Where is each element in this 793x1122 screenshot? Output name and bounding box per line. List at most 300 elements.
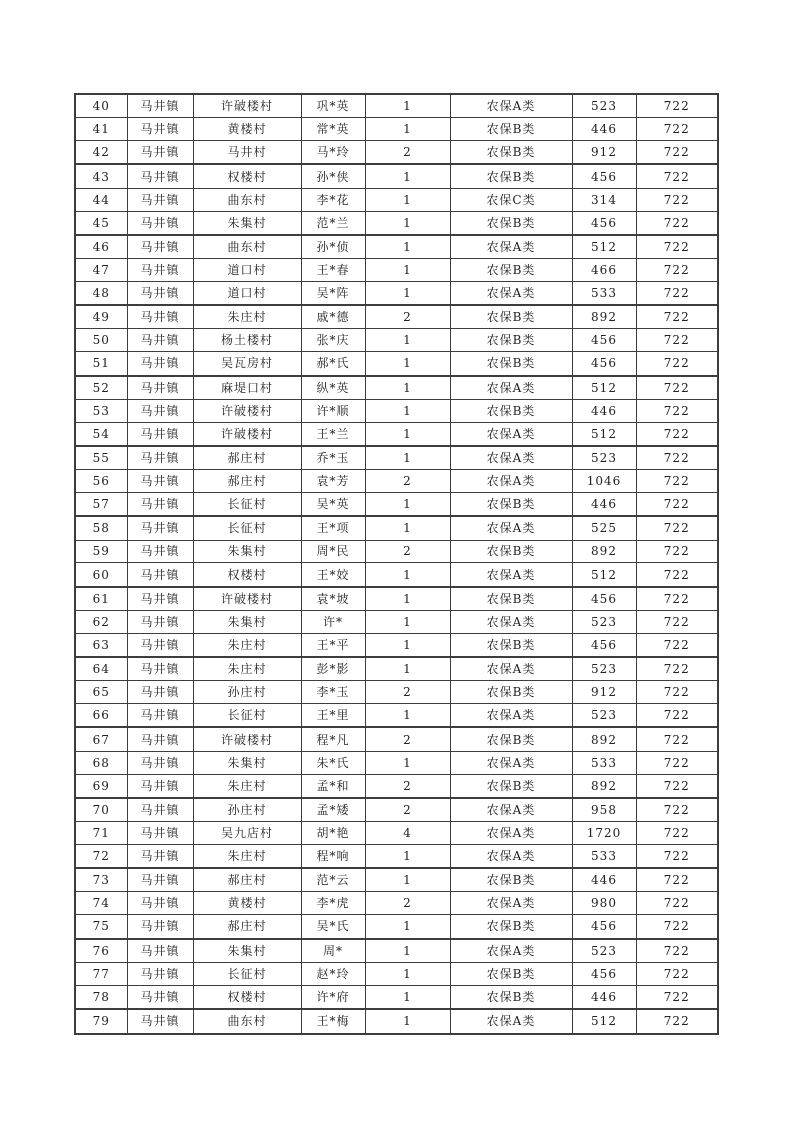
cell-amount: 523 xyxy=(572,704,636,728)
cell-category: 农保B类 xyxy=(450,352,572,376)
cell-standard: 722 xyxy=(636,329,718,352)
cell-name: 李*虎 xyxy=(301,892,365,915)
cell-index: 51 xyxy=(75,352,127,376)
cell-index: 58 xyxy=(75,516,127,540)
cell-village: 长征村 xyxy=(193,704,301,728)
table-row xyxy=(75,422,718,446)
cell-index: 74 xyxy=(75,892,127,915)
cell-amount: 466 xyxy=(572,259,636,282)
cell-standard: 722 xyxy=(636,540,718,563)
cell-category: 农保B类 xyxy=(450,540,572,563)
cell-town: 马井镇 xyxy=(127,610,193,633)
cell-amount: 533 xyxy=(572,844,636,868)
cell-amount: 525 xyxy=(572,516,636,540)
cell-index: 66 xyxy=(75,704,127,728)
table-row xyxy=(75,704,718,728)
cell-village: 朱集村 xyxy=(193,540,301,563)
table-row xyxy=(75,164,718,188)
cell-index: 68 xyxy=(75,751,127,774)
cell-standard: 722 xyxy=(636,610,718,633)
table-row xyxy=(75,844,718,868)
cell-category: 农保A类 xyxy=(450,470,572,493)
cell-town: 马井镇 xyxy=(127,281,193,305)
cell-standard: 722 xyxy=(636,376,718,400)
cell-amount: 523 xyxy=(572,657,636,681)
cell-index: 61 xyxy=(75,587,127,611)
cell-persons: 1 xyxy=(365,587,450,611)
cell-name: 孟*矮 xyxy=(301,798,365,822)
cell-category: 农保B类 xyxy=(450,915,572,939)
cell-category: 农保A类 xyxy=(450,939,572,963)
cell-name: 王*里 xyxy=(301,704,365,728)
cell-village: 吴九店村 xyxy=(193,822,301,845)
cell-town: 马井镇 xyxy=(127,915,193,939)
cell-amount: 523 xyxy=(572,94,636,118)
cell-index: 56 xyxy=(75,470,127,493)
cell-name: 巩*英 xyxy=(301,94,365,118)
cell-village: 麻堤口村 xyxy=(193,376,301,400)
cell-name: 王*梅 xyxy=(301,1009,365,1034)
table-row xyxy=(75,915,718,939)
cell-amount: 892 xyxy=(572,305,636,329)
cell-index: 47 xyxy=(75,259,127,282)
cell-standard: 722 xyxy=(636,516,718,540)
cell-town: 马井镇 xyxy=(127,774,193,798)
cell-index: 40 xyxy=(75,94,127,118)
cell-village: 郝庄村 xyxy=(193,915,301,939)
table-row xyxy=(75,188,718,211)
cell-category: 农保B类 xyxy=(450,985,572,1009)
cell-name: 许*顺 xyxy=(301,399,365,422)
cell-name: 王*春 xyxy=(301,259,365,282)
cell-village: 黄楼村 xyxy=(193,892,301,915)
cell-name: 王*项 xyxy=(301,516,365,540)
cell-persons: 2 xyxy=(365,540,450,563)
cell-village: 朱庄村 xyxy=(193,657,301,681)
cell-standard: 722 xyxy=(636,985,718,1009)
cell-town: 马井镇 xyxy=(127,470,193,493)
cell-village: 许破楼村 xyxy=(193,727,301,751)
cell-town: 马井镇 xyxy=(127,844,193,868)
cell-persons: 1 xyxy=(365,164,450,188)
cell-index: 49 xyxy=(75,305,127,329)
cell-amount: 892 xyxy=(572,727,636,751)
table-row xyxy=(75,281,718,305)
cell-category: 农保B类 xyxy=(450,681,572,704)
cell-category: 农保A类 xyxy=(450,94,572,118)
cell-persons: 1 xyxy=(365,211,450,235)
cell-index: 60 xyxy=(75,563,127,587)
table-row xyxy=(75,587,718,611)
cell-category: 农保B类 xyxy=(450,305,572,329)
cell-index: 53 xyxy=(75,399,127,422)
cell-amount: 892 xyxy=(572,774,636,798)
cell-name: 范*兰 xyxy=(301,211,365,235)
cell-index: 72 xyxy=(75,844,127,868)
cell-persons: 2 xyxy=(365,774,450,798)
table-row xyxy=(75,470,718,493)
cell-category: 农保B类 xyxy=(450,774,572,798)
cell-town: 马井镇 xyxy=(127,516,193,540)
cell-name: 李*花 xyxy=(301,188,365,211)
cell-persons: 1 xyxy=(365,516,450,540)
cell-category: 农保A类 xyxy=(450,376,572,400)
cell-standard: 722 xyxy=(636,868,718,892)
cell-town: 马井镇 xyxy=(127,446,193,470)
cell-amount: 446 xyxy=(572,118,636,141)
cell-standard: 722 xyxy=(636,470,718,493)
cell-standard: 722 xyxy=(636,774,718,798)
cell-standard: 722 xyxy=(636,1009,718,1034)
cell-category: 农保B类 xyxy=(450,118,572,141)
table-body xyxy=(75,94,718,1034)
cell-index: 62 xyxy=(75,610,127,633)
cell-category: 农保B类 xyxy=(450,164,572,188)
cell-category: 农保A类 xyxy=(450,704,572,728)
cell-category: 农保A类 xyxy=(450,1009,572,1034)
cell-standard: 722 xyxy=(636,751,718,774)
cell-persons: 1 xyxy=(365,493,450,517)
cell-village: 许破楼村 xyxy=(193,422,301,446)
cell-standard: 722 xyxy=(636,141,718,165)
cell-village: 孙庄村 xyxy=(193,798,301,822)
cell-village: 郝庄村 xyxy=(193,868,301,892)
cell-index: 55 xyxy=(75,446,127,470)
table-row xyxy=(75,1009,718,1034)
table-row xyxy=(75,681,718,704)
cell-town: 马井镇 xyxy=(127,1009,193,1034)
cell-index: 54 xyxy=(75,422,127,446)
cell-standard: 722 xyxy=(636,281,718,305)
cell-standard: 722 xyxy=(636,727,718,751)
cell-category: 农保B类 xyxy=(450,493,572,517)
cell-persons: 1 xyxy=(365,633,450,657)
cell-category: 农保B类 xyxy=(450,259,572,282)
cell-village: 朱集村 xyxy=(193,939,301,963)
cell-town: 马井镇 xyxy=(127,704,193,728)
cell-category: 农保B类 xyxy=(450,727,572,751)
cell-town: 马井镇 xyxy=(127,985,193,1009)
cell-amount: 1046 xyxy=(572,470,636,493)
table-row xyxy=(75,774,718,798)
table-row xyxy=(75,446,718,470)
table-row xyxy=(75,305,718,329)
cell-persons: 1 xyxy=(365,376,450,400)
cell-amount: 456 xyxy=(572,329,636,352)
cell-standard: 722 xyxy=(636,399,718,422)
cell-standard: 722 xyxy=(636,962,718,985)
cell-persons: 1 xyxy=(365,399,450,422)
beneficiary-table xyxy=(74,93,719,1035)
cell-category: 农保A类 xyxy=(450,844,572,868)
cell-persons: 1 xyxy=(365,1009,450,1034)
cell-index: 43 xyxy=(75,164,127,188)
cell-category: 农保B类 xyxy=(450,329,572,352)
cell-amount: 456 xyxy=(572,211,636,235)
cell-index: 50 xyxy=(75,329,127,352)
cell-amount: 446 xyxy=(572,493,636,517)
cell-amount: 446 xyxy=(572,985,636,1009)
cell-village: 吴瓦房村 xyxy=(193,352,301,376)
cell-standard: 722 xyxy=(636,633,718,657)
cell-persons: 1 xyxy=(365,751,450,774)
cell-persons: 2 xyxy=(365,798,450,822)
cell-village: 道口村 xyxy=(193,281,301,305)
table-row xyxy=(75,751,718,774)
cell-standard: 722 xyxy=(636,657,718,681)
cell-category: 农保A类 xyxy=(450,657,572,681)
cell-amount: 512 xyxy=(572,235,636,259)
cell-index: 42 xyxy=(75,141,127,165)
cell-standard: 722 xyxy=(636,235,718,259)
table-row xyxy=(75,610,718,633)
cell-name: 张*庆 xyxy=(301,329,365,352)
cell-name: 周* xyxy=(301,939,365,963)
cell-amount: 523 xyxy=(572,939,636,963)
cell-amount: 456 xyxy=(572,962,636,985)
table-row xyxy=(75,141,718,165)
cell-town: 马井镇 xyxy=(127,259,193,282)
cell-village: 权楼村 xyxy=(193,164,301,188)
table-row xyxy=(75,376,718,400)
cell-town: 马井镇 xyxy=(127,540,193,563)
cell-index: 64 xyxy=(75,657,127,681)
cell-village: 许破楼村 xyxy=(193,587,301,611)
cell-persons: 1 xyxy=(365,962,450,985)
cell-name: 王*平 xyxy=(301,633,365,657)
cell-category: 农保B类 xyxy=(450,211,572,235)
cell-village: 朱庄村 xyxy=(193,305,301,329)
cell-name: 程*响 xyxy=(301,844,365,868)
cell-index: 76 xyxy=(75,939,127,963)
cell-index: 71 xyxy=(75,822,127,845)
cell-amount: 533 xyxy=(572,751,636,774)
cell-index: 73 xyxy=(75,868,127,892)
cell-persons: 1 xyxy=(365,235,450,259)
cell-persons: 2 xyxy=(365,470,450,493)
cell-village: 曲东村 xyxy=(193,235,301,259)
table-row xyxy=(75,798,718,822)
cell-category: 农保B类 xyxy=(450,868,572,892)
cell-index: 65 xyxy=(75,681,127,704)
cell-name: 戚*德 xyxy=(301,305,365,329)
cell-name: 吴*阵 xyxy=(301,281,365,305)
cell-amount: 456 xyxy=(572,164,636,188)
cell-standard: 722 xyxy=(636,798,718,822)
cell-village: 权楼村 xyxy=(193,985,301,1009)
cell-village: 郝庄村 xyxy=(193,470,301,493)
cell-village: 许破楼村 xyxy=(193,399,301,422)
cell-category: 农保A类 xyxy=(450,516,572,540)
cell-amount: 912 xyxy=(572,681,636,704)
table-row xyxy=(75,211,718,235)
cell-town: 马井镇 xyxy=(127,422,193,446)
cell-name: 孙*侠 xyxy=(301,164,365,188)
cell-persons: 1 xyxy=(365,422,450,446)
cell-persons: 1 xyxy=(365,844,450,868)
cell-amount: 446 xyxy=(572,868,636,892)
cell-village: 杨土楼村 xyxy=(193,329,301,352)
table-row xyxy=(75,633,718,657)
cell-amount: 980 xyxy=(572,892,636,915)
cell-town: 马井镇 xyxy=(127,235,193,259)
cell-persons: 1 xyxy=(365,281,450,305)
cell-index: 45 xyxy=(75,211,127,235)
cell-town: 马井镇 xyxy=(127,352,193,376)
cell-index: 48 xyxy=(75,281,127,305)
cell-index: 70 xyxy=(75,798,127,822)
cell-name: 孙*侦 xyxy=(301,235,365,259)
cell-amount: 456 xyxy=(572,352,636,376)
cell-persons: 1 xyxy=(365,118,450,141)
cell-amount: 912 xyxy=(572,141,636,165)
cell-amount: 958 xyxy=(572,798,636,822)
cell-persons: 1 xyxy=(365,329,450,352)
cell-amount: 456 xyxy=(572,587,636,611)
table-row xyxy=(75,657,718,681)
cell-index: 78 xyxy=(75,985,127,1009)
cell-amount: 314 xyxy=(572,188,636,211)
cell-persons: 2 xyxy=(365,681,450,704)
cell-category: 农保A类 xyxy=(450,610,572,633)
cell-category: 农保A类 xyxy=(450,422,572,446)
table-row xyxy=(75,540,718,563)
table-row xyxy=(75,892,718,915)
cell-village: 长征村 xyxy=(193,962,301,985)
cell-category: 农保B类 xyxy=(450,962,572,985)
cell-name: 朱*氏 xyxy=(301,751,365,774)
cell-standard: 722 xyxy=(636,422,718,446)
table-row xyxy=(75,727,718,751)
cell-town: 马井镇 xyxy=(127,798,193,822)
cell-index: 69 xyxy=(75,774,127,798)
cell-name: 纵*英 xyxy=(301,376,365,400)
cell-category: 农保A类 xyxy=(450,751,572,774)
cell-town: 马井镇 xyxy=(127,892,193,915)
cell-index: 67 xyxy=(75,727,127,751)
cell-standard: 722 xyxy=(636,915,718,939)
cell-town: 马井镇 xyxy=(127,962,193,985)
table-row xyxy=(75,329,718,352)
cell-village: 曲东村 xyxy=(193,188,301,211)
cell-town: 马井镇 xyxy=(127,563,193,587)
cell-town: 马井镇 xyxy=(127,211,193,235)
cell-name: 常*英 xyxy=(301,118,365,141)
cell-persons: 2 xyxy=(365,305,450,329)
table-row xyxy=(75,939,718,963)
cell-amount: 523 xyxy=(572,446,636,470)
cell-name: 王*兰 xyxy=(301,422,365,446)
cell-town: 马井镇 xyxy=(127,399,193,422)
cell-town: 马井镇 xyxy=(127,118,193,141)
cell-persons: 1 xyxy=(365,610,450,633)
cell-index: 77 xyxy=(75,962,127,985)
cell-standard: 722 xyxy=(636,681,718,704)
cell-village: 长征村 xyxy=(193,493,301,517)
cell-town: 马井镇 xyxy=(127,164,193,188)
cell-persons: 1 xyxy=(365,352,450,376)
cell-name: 孟*和 xyxy=(301,774,365,798)
cell-village: 黄楼村 xyxy=(193,118,301,141)
table-row xyxy=(75,118,718,141)
cell-village: 曲东村 xyxy=(193,1009,301,1034)
cell-name: 王*姣 xyxy=(301,563,365,587)
cell-village: 朱庄村 xyxy=(193,844,301,868)
cell-persons: 1 xyxy=(365,563,450,587)
cell-name: 程*凡 xyxy=(301,727,365,751)
cell-standard: 722 xyxy=(636,188,718,211)
cell-name: 赵*玲 xyxy=(301,962,365,985)
cell-name: 吴*英 xyxy=(301,493,365,517)
cell-village: 郝庄村 xyxy=(193,446,301,470)
table-row xyxy=(75,985,718,1009)
cell-name: 胡*艳 xyxy=(301,822,365,845)
table-row xyxy=(75,259,718,282)
cell-town: 马井镇 xyxy=(127,141,193,165)
cell-standard: 722 xyxy=(636,892,718,915)
cell-category: 农保A类 xyxy=(450,822,572,845)
cell-standard: 722 xyxy=(636,493,718,517)
cell-index: 52 xyxy=(75,376,127,400)
cell-standard: 722 xyxy=(636,164,718,188)
cell-standard: 722 xyxy=(636,259,718,282)
cell-index: 46 xyxy=(75,235,127,259)
cell-category: 农保A类 xyxy=(450,798,572,822)
cell-standard: 722 xyxy=(636,118,718,141)
cell-town: 马井镇 xyxy=(127,681,193,704)
cell-index: 79 xyxy=(75,1009,127,1034)
cell-index: 57 xyxy=(75,493,127,517)
cell-category: 农保B类 xyxy=(450,587,572,611)
cell-name: 郝*氏 xyxy=(301,352,365,376)
table-row xyxy=(75,563,718,587)
cell-amount: 892 xyxy=(572,540,636,563)
cell-town: 马井镇 xyxy=(127,329,193,352)
cell-village: 孙庄村 xyxy=(193,681,301,704)
cell-persons: 1 xyxy=(365,704,450,728)
cell-persons: 1 xyxy=(365,657,450,681)
table-row xyxy=(75,868,718,892)
cell-village: 马井村 xyxy=(193,141,301,165)
table-row xyxy=(75,352,718,376)
cell-standard: 722 xyxy=(636,305,718,329)
cell-index: 59 xyxy=(75,540,127,563)
cell-amount: 446 xyxy=(572,399,636,422)
cell-name: 袁*芳 xyxy=(301,470,365,493)
cell-amount: 512 xyxy=(572,563,636,587)
cell-town: 马井镇 xyxy=(127,822,193,845)
cell-standard: 722 xyxy=(636,587,718,611)
cell-standard: 722 xyxy=(636,844,718,868)
cell-town: 马井镇 xyxy=(127,305,193,329)
cell-town: 马井镇 xyxy=(127,376,193,400)
cell-persons: 1 xyxy=(365,259,450,282)
cell-persons: 4 xyxy=(365,822,450,845)
cell-name: 乔*玉 xyxy=(301,446,365,470)
cell-town: 马井镇 xyxy=(127,633,193,657)
cell-category: 农保B类 xyxy=(450,141,572,165)
cell-standard: 722 xyxy=(636,352,718,376)
cell-village: 权楼村 xyxy=(193,563,301,587)
cell-town: 马井镇 xyxy=(127,939,193,963)
cell-category: 农保A类 xyxy=(450,892,572,915)
cell-category: 农保A类 xyxy=(450,281,572,305)
cell-persons: 1 xyxy=(365,939,450,963)
cell-town: 马井镇 xyxy=(127,727,193,751)
table-row xyxy=(75,822,718,845)
cell-town: 马井镇 xyxy=(127,587,193,611)
cell-standard: 722 xyxy=(636,94,718,118)
